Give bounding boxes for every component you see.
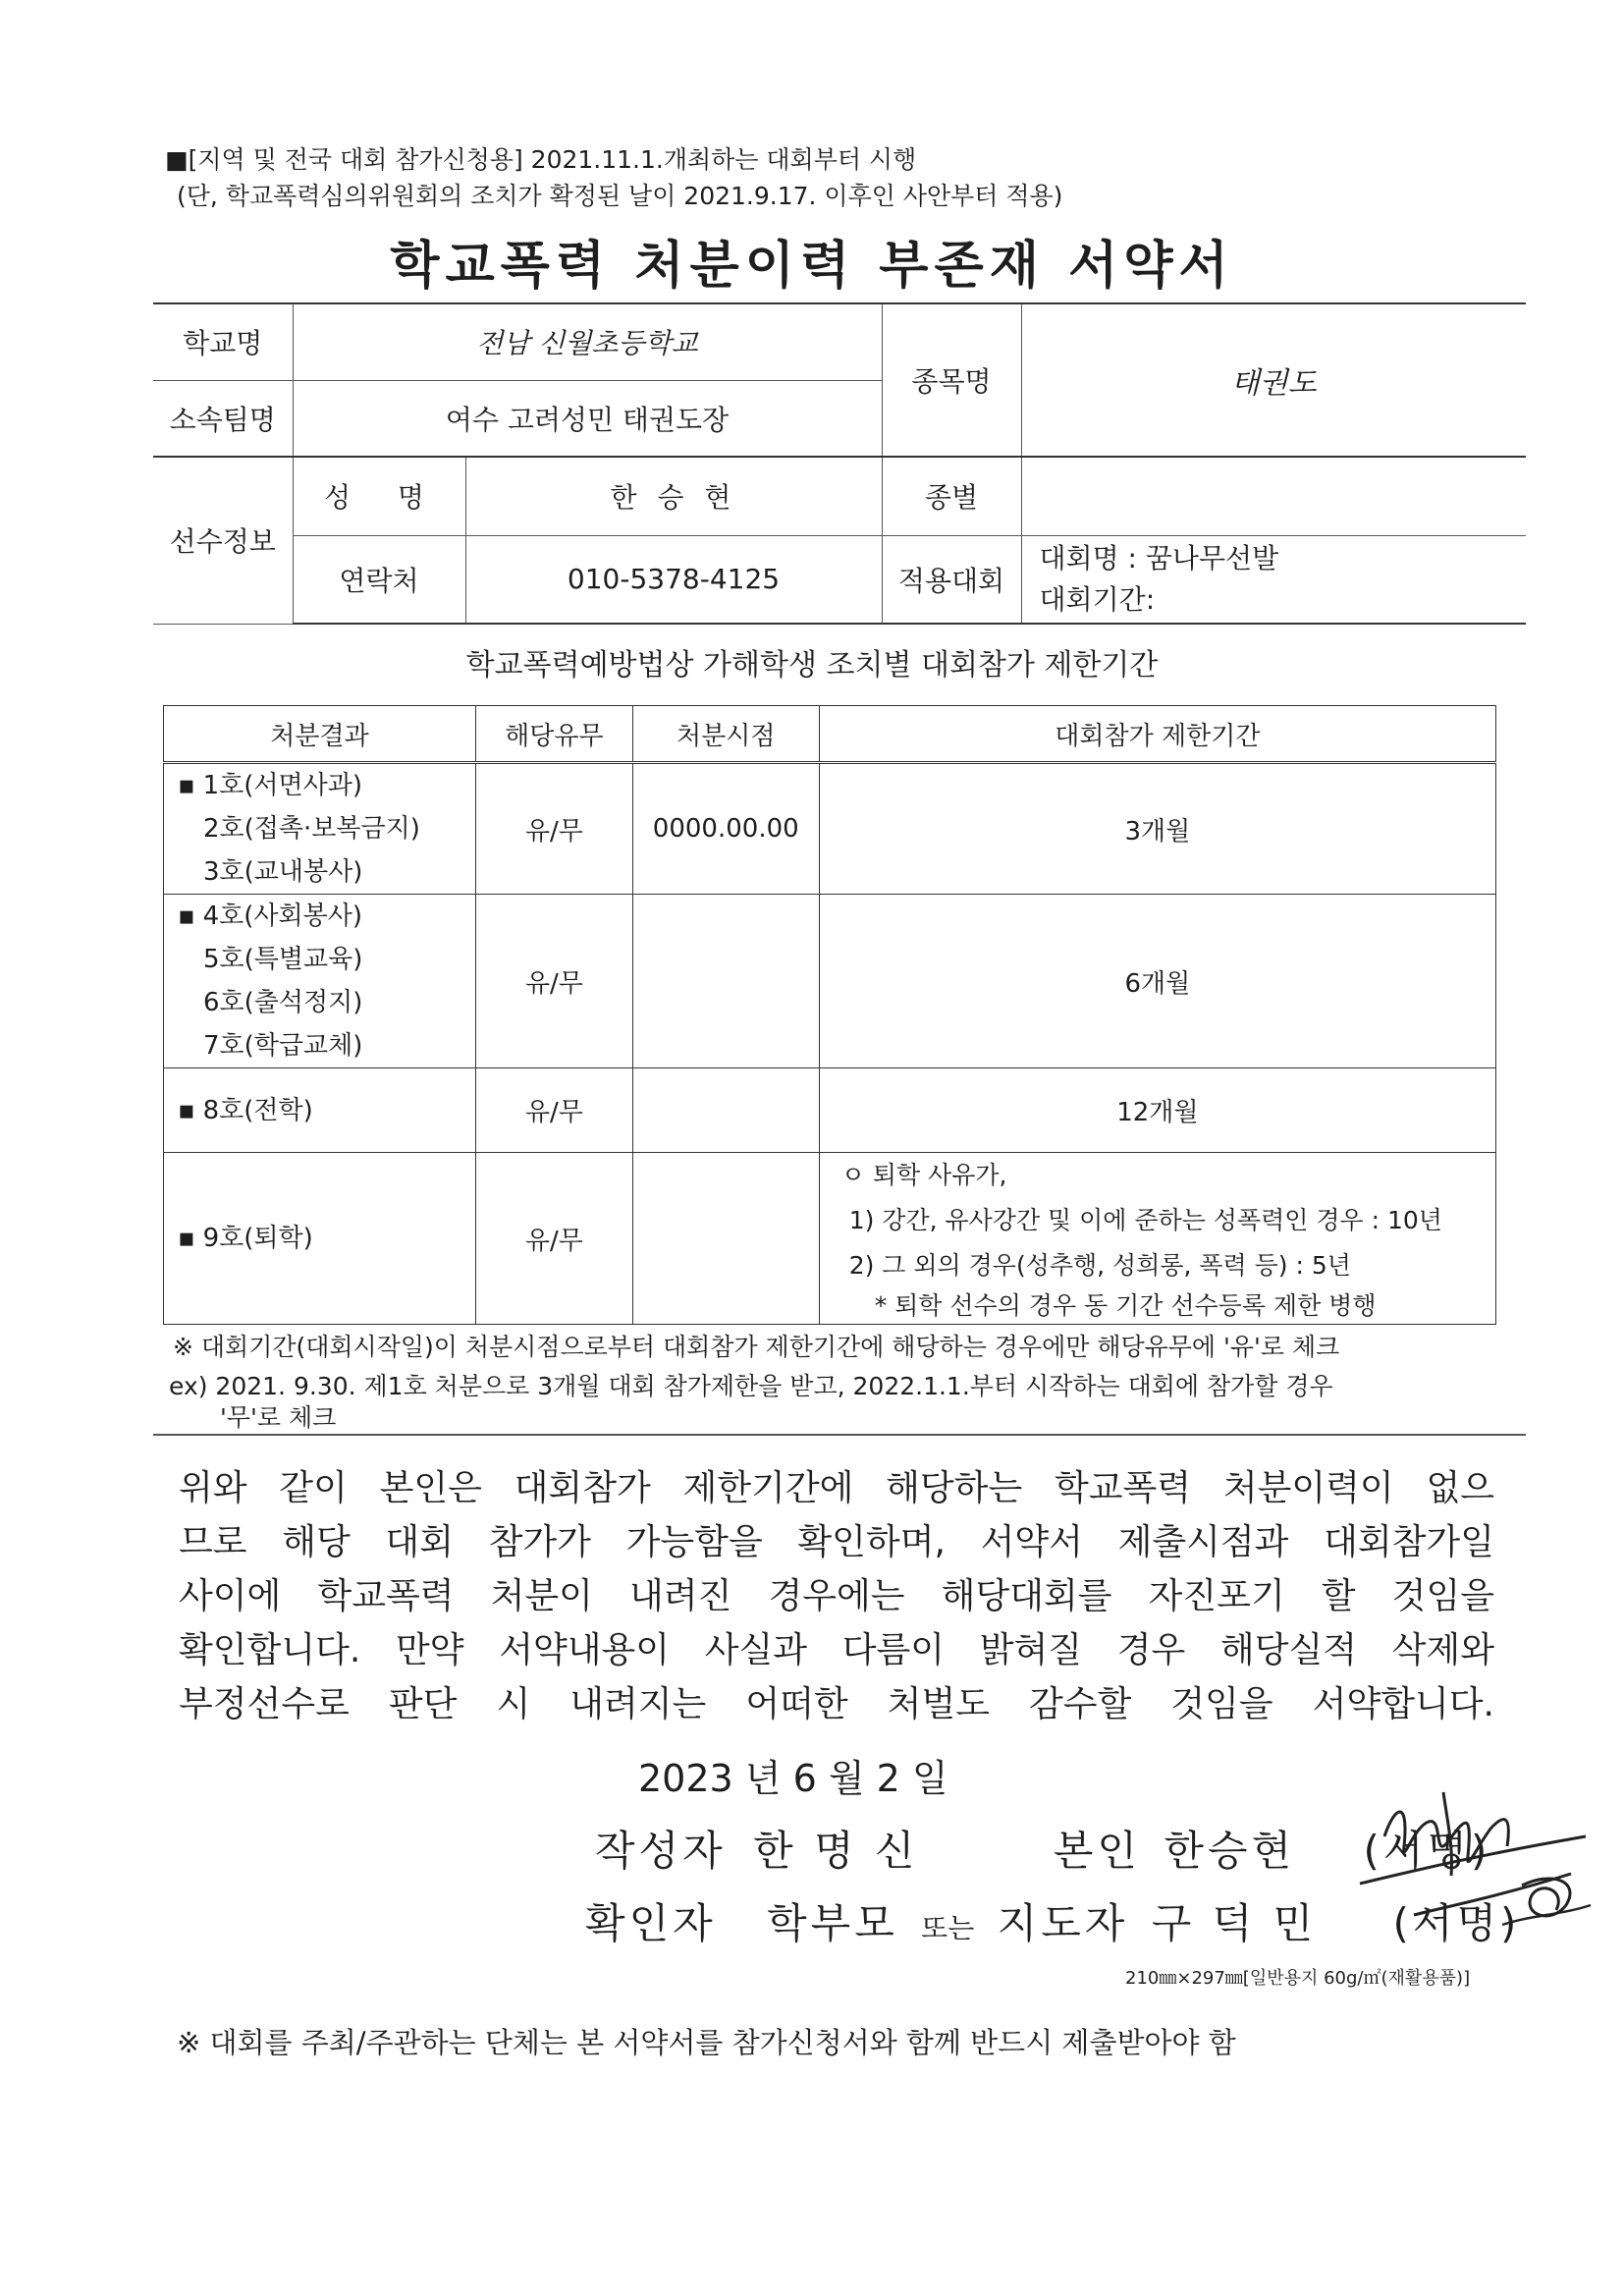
footer-note: ※ 대회를 주최/주관하는 단체는 본 서약서를 참가신청서와 함께 반드시 제출받아야 함 xyxy=(177,2026,1236,2059)
col-header-time: 처분시점 xyxy=(632,706,819,763)
yn-cell: 유/무 xyxy=(475,1068,632,1153)
table-row xyxy=(164,895,1496,1068)
event-name: 대회명 : 꿈나무선발 xyxy=(1039,541,1279,574)
note-3: '무'로 체크 xyxy=(220,1403,337,1432)
note-2: ex) 2021. 9.30. 제1호 처분으로 3개월 대회 참가제한을 받고, 2022.1.1.부터 시작하는 대회에 참가할 경우 xyxy=(169,1372,1333,1400)
writer-line: 작성자 한 명 신 본인 한승현 (서명) xyxy=(595,1827,1491,1875)
team-label: 소속팀명 xyxy=(153,380,293,457)
apply-event-label: 적용대회 xyxy=(882,535,1021,624)
event-period: 대회기간: xyxy=(1039,582,1156,616)
class-label: 종별 xyxy=(882,457,1021,535)
paper-spec: 210㎜×297㎜[일반용지 60g/㎡(재활용품)] xyxy=(1125,1968,1471,1989)
handwritten-signature xyxy=(1355,1768,1600,1964)
col-header-applicable: 해당유무 xyxy=(475,706,632,763)
col-header-limit: 대회참가 제한기간 xyxy=(819,706,1495,763)
header-line-2: (단, 학교폭력심의위원회의 조치가 확정된 날이 2021.9.17. 이후인 사안부터 적용) xyxy=(177,182,1063,210)
disposition-cell: ▪ 4호(사회봉사) 5호(특별교육) 6호(출석정지) 7호(학급교체) xyxy=(164,895,476,1068)
header-line-1: ■[지역 및 전국 대회 참가신청용] 2021.11.1.개최하는 대회부터 시행 xyxy=(165,145,917,174)
team-value: 여수 고려성민 태권도장 xyxy=(293,380,882,457)
time-cell xyxy=(632,895,819,1068)
table-row xyxy=(164,763,1496,895)
disposition-cell: ▪ 1호(서면사과) 2호(접촉·보복금지) 3호(교내봉사) xyxy=(164,763,476,895)
pledge-text: 위와 같이 본인은 대회참가 제한기간에 해당하는 학교폭력 처분이력이 없으 므로 해당 대회 참가가 가능함을 확인하며, 서약서 제출시점과 대회참가일 사이에 학교폭력 처분이 내려진 경우에는 해당대회를 자진포기 할 것임을 확인합니다. 만약 서약내용이 사실과 다름이 밝혀질 경우 해당실적 삭제와 부정선수로 판단 시 내려지는 어떠한 처벌도 감수할 것임을 서약합니다. xyxy=(179,1468,1494,1724)
yn-cell: 유/무 xyxy=(475,895,632,1068)
col-header-result: 처분결과 xyxy=(164,706,476,763)
time-cell xyxy=(632,1153,819,1325)
info-table xyxy=(153,302,1526,625)
document-title: 학교폭력 처분이력 부존재 서약서 xyxy=(390,237,1234,296)
table-subtitle: 학교폭력예방법상 가해학생 조치별 대회참가 제한기간 xyxy=(465,648,1159,683)
time-cell: 0000.00.00 xyxy=(632,763,819,895)
disposition-cell: ▪ 8호(전학) xyxy=(164,1068,476,1153)
school-value: 전남 신월초등학교 xyxy=(293,303,882,380)
class-value xyxy=(1021,457,1526,535)
school-label: 학교명 xyxy=(153,303,293,380)
table-row xyxy=(164,1153,1496,1325)
name-label: 성 명 xyxy=(293,457,465,535)
limit-cell: 3개월 xyxy=(819,763,1495,895)
limit-cell: ㅇ 퇴학 사유가, 1) 강간, 유사강간 및 이에 준하는 성폭력인 경우 : 10년 2) 그 외의 경우(성추행, 성희롱, 폭력 등) : 5년 * 퇴학 선수의 경우 동 기간 선수등록 제한 병행 xyxy=(819,1153,1495,1325)
contact-label: 연락처 xyxy=(293,535,465,624)
table-row xyxy=(164,1068,1496,1153)
limit-cell: 6개월 xyxy=(819,895,1495,1068)
restriction-table xyxy=(163,705,1496,1325)
disposition-cell: ▪ 9호(퇴학) xyxy=(164,1153,476,1325)
yn-cell: 유/무 xyxy=(475,763,632,895)
time-cell xyxy=(632,1068,819,1153)
event-info xyxy=(1021,535,1526,624)
name-value: 한 승 현 xyxy=(465,457,882,535)
sport-label: 종목명 xyxy=(882,303,1021,457)
sport-value: 태권도 xyxy=(1021,303,1526,457)
divider xyxy=(153,1434,1526,1436)
player-info-label: 선수정보 xyxy=(153,457,293,624)
note-1: ※ 대회기간(대회시작일)이 처분시점으로부터 대회참가 제한기간에 해당하는 경우에만 해당유무에 '유'로 체크 xyxy=(173,1333,1340,1361)
confirm-line: 확인자 학부모 또는 지도자 구 덕 민 (서명) xyxy=(585,1899,1521,1947)
limit-cell: 12개월 xyxy=(819,1068,1495,1153)
date: 2023 년 6 월 2 일 xyxy=(638,1757,948,1800)
contact-value: 010-5378-4125 xyxy=(465,535,882,624)
yn-cell: 유/무 xyxy=(475,1153,632,1325)
